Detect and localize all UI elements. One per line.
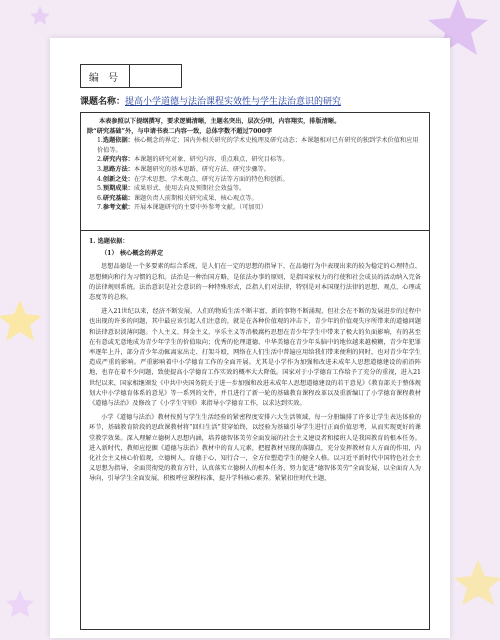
instruction-item: 5.预期成果：成果形式、使用去向及预期社会效益等。: [97, 185, 246, 193]
section-heading: 1. 选题依据：: [89, 238, 129, 245]
title-label: 课题名称：: [80, 97, 126, 107]
title-value: 提高小学道德与法治课程实效性与学生法治意识的研究: [125, 97, 342, 107]
star-icon: [6, 590, 34, 617]
instructions-header-1: 本表参照以下提纲撰写，要求逻辑清晰，主题名突出，层次分明，内容翔实，排版清晰。: [99, 118, 341, 125]
sub-heading: （1） 核心概念的界定: [101, 250, 164, 258]
instruction-item: 2.研究内容：本课题的研究对象、研究内容、重点难点、研究目标等。: [97, 156, 289, 164]
instruction-item: 6.研究基础：课题负责人前期相关研究成果、核心观点等。: [97, 194, 258, 202]
body-paragraph: 小学《道德与法治》教材按照与学生生活经验的紧密程度安排六大生活领域，每一分册编排了许多让学生表达体验的环节，基础教育阶段的思政课教材将“回归生活”贯穿始终，以经验为基础引导学生进行正面价值思考，从而实现更好的课堂教学效果。深入理解立德树人思想内涵，培养德智体美劳全面发展的社会主义建设者和接班人是我国教育的根本任务。进入新时代，教师应挖掘《道德与法治》教材中的育人元素，把握教材呈现的落脚点，充分发挥教材育人方面的作用，内化社会主义核心价值观，立德树人，育德于心，知行合一，全方位塑造学生的健全人格。以习近平新时代中国特色社会主义思想为指导，全面贯彻党的教育方针，认真落实立德树人的根本任务，努力促进“德智体美劳”全面发展，以全面育人为导向，引导学生全面发展，积极呼应课程标准，提升学科核心素养。紧紧扣住时代主题，: [89, 414, 421, 483]
code-box: [80, 64, 182, 88]
body-content: [81, 231, 429, 495]
body-paragraph: 思想品德是一个多要素的综合系统，是人们在一定的思想的指导下，在品德行为中表现出来的较为稳定的心理特点、思想倾向和行为习惯的总和。法治是一种治国方略，是依法办事的原则，是指国家权力的行使和社会成员的活动纳入完备的法律规则系统。法治意识是社会意识的一种特殊形式，泛指人们对法律，特别是对本国现行法律的思想、观点、心理或态度等的总称。: [89, 263, 421, 302]
instructions-cell: [81, 113, 429, 231]
document-page: [50, 38, 450, 638]
star-icon: [454, 560, 500, 605]
instruction-item: 3.思路方法：本课题研究的基本思路、研究方法、研究步骤等。: [97, 165, 270, 173]
instructions-header-2: 除“研究基础”外，与申请书表二内容一致，总体字数不超过7000字: [87, 127, 273, 135]
instruction-item: 7.参考文献：开展本课题研究的主要中外参考文献。（可加页）: [97, 204, 267, 212]
instruction-item: 1.选题依据：核心概念的界定；国内外相关研究的学术史梳理及研究动态；本课题相对已有研究的独到学术价值和应用价值等。: [97, 137, 419, 154]
body-paragraph: 进入21世纪以来，经济不断发展，人们的物质生活不断丰富，新的事物不断涌现，但社会在不断的发展进步的过程中也出现的许多的问题，其中最应该引起人们注意的，就是在各种价值观的冲击下，青少年的价值观失序所带来的道德问题和法律意识淡薄问题。个人主义、拜金主义、享乐主义等消极腐朽思想在青少年学生中带来了极大的负面影响，有的甚至在有意或无意地成为青少年学生的价值取向；优秀的伦理道德、中华美德在青少年头脑中的地位越来越模糊，青少年犯罪率逐年上升，部分青少年动辄离家出走、打架斗殴，网络在人们生活中普遍应用给我们带来便利的同时，也对青少年学生造成严重的影响。严重影响着中小学德育工作的全面开展。尤其是小学作为加强和改进未成年人思想道德建设的前沿阵地，也存在着不少问题，致使提高小学德育工作实效的概率大大降低。国家对于小学德育工作给予了充分的重视，进入21世纪以来，国家相继颁发《中共中央国务院关于进一步加强和改进未成年人思想道德建设的若干意见》《教育部关于整体规划大中小学德育体系的意见》等一系列的文件，并且进行了新一轮的基础教育课程改革以及重新编订了小学德育课程教材《道德与法治》及修改了《小学生守则》来指导小学德育工作，以求达到实效。: [89, 308, 421, 408]
form-table: [80, 112, 430, 630]
star-icon: [30, 6, 50, 25]
title-row: [80, 94, 430, 107]
star-icon: [0, 300, 42, 341]
code-value-field: [130, 65, 181, 87]
code-label: 编 号: [81, 65, 130, 87]
instruction-item: 4.创新之处：在学术思想、学术观点、研究方法等方面的特色和创新。: [97, 175, 289, 183]
